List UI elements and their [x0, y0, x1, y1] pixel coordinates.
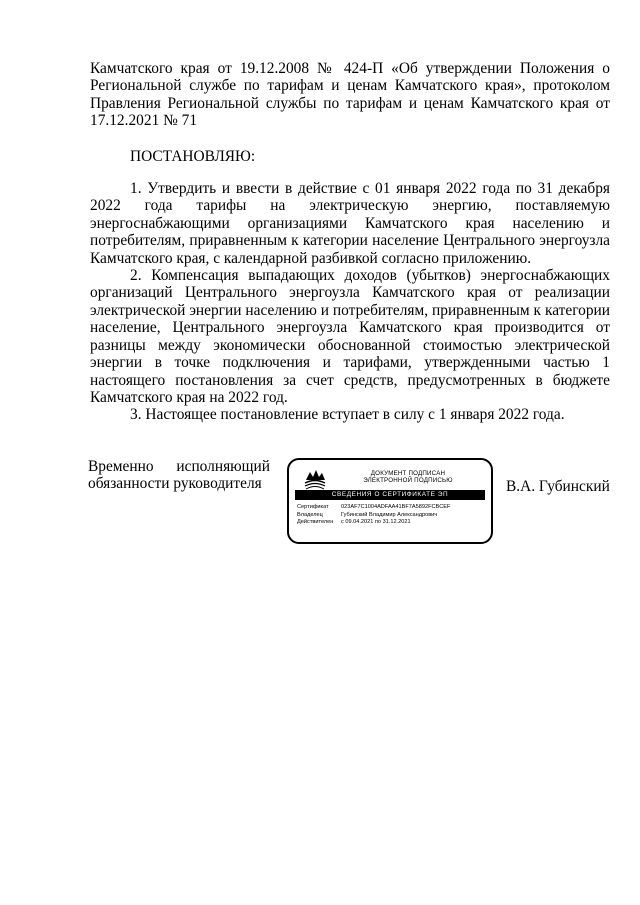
stamp-row-certificate: [297, 504, 489, 512]
decree-item-2: 2. Компенсация выпадающих доходов (убытков) энергоснабжающих организаций Центрального энергоузла Камчатского края от реализации электрической энергии населению и потребителям, приравненным к категории население, Центрального энергоузла Камчатского края производится от разницы между экономически обоснованной стоимостью электрической энергии в точке подключения и тарифами, утвержденными частью 1 настоящего постановления за счет средств, предусмотренных в бюджете Камчатского края на 2022 год.: [90, 267, 610, 406]
decree-item-1: 1. Утвердить и ввести в действие с 01 января 2022 года по 31 декабря 2022 года тарифы на электрическую энергию, поставляемую энергоснабжающими организациями Камчатского края населению и потребителям, приравненным к категории население Центрального энергоузла Камчатского края, с календарной разбивкой согласно приложению.: [90, 180, 610, 267]
intro-paragraph: Камчатского края от 19.12.2008 № 424-П «Об утверждении Положения о Региональной службе по тарифам и ценам Камчатского края», протоколом Правления Региональной службы по тарифам и ценам Камчатского края от 17.12.2021 № 71: [90, 60, 610, 130]
validity-value: с 09.04.2021 по 31.12.2021: [341, 519, 411, 526]
stamp-header-line-2: ЭЛЕКТРОННОЙ ПОДПИСЬЮ: [363, 477, 453, 485]
stamp-header-line-1: ДОКУМЕНТ ПОДПИСАН: [370, 470, 446, 477]
signer-position-line-2: обязанности руководителя: [88, 475, 262, 493]
decree-heading: ПОСТАНОВЛЯЮ:: [130, 147, 256, 165]
stamp-row-validity: [297, 519, 489, 527]
signature-block: [88, 458, 612, 548]
stamp-details: [297, 504, 489, 527]
document-body: [90, 60, 610, 424]
certificate-label: Сертификат: [297, 504, 329, 510]
owner-label: Владелец: [297, 511, 323, 518]
validity-label: Действителен: [297, 519, 334, 526]
electronic-signature-stamp: [287, 458, 493, 544]
decree-item-3: 3. Настоящее постановление вступает в силу с 1 января 2022 года.: [130, 406, 565, 424]
stamp-certificate-bar: СВЕДЕНИЯ О СЕРТИФИКАТЕ ЭП: [295, 490, 485, 500]
stamp-header: [333, 470, 483, 485]
certificate-value: 023AF7C1004ADFAA41BF7A5892FCBCEF: [341, 504, 451, 510]
signer-position: [88, 458, 270, 493]
coat-of-arms-icon: [300, 466, 330, 490]
signer-name: В.А. Губинский: [506, 478, 610, 495]
owner-value: Губинский Владимир Александрович: [341, 511, 438, 518]
signer-position-line-1: Временно исполняющий: [88, 458, 270, 475]
